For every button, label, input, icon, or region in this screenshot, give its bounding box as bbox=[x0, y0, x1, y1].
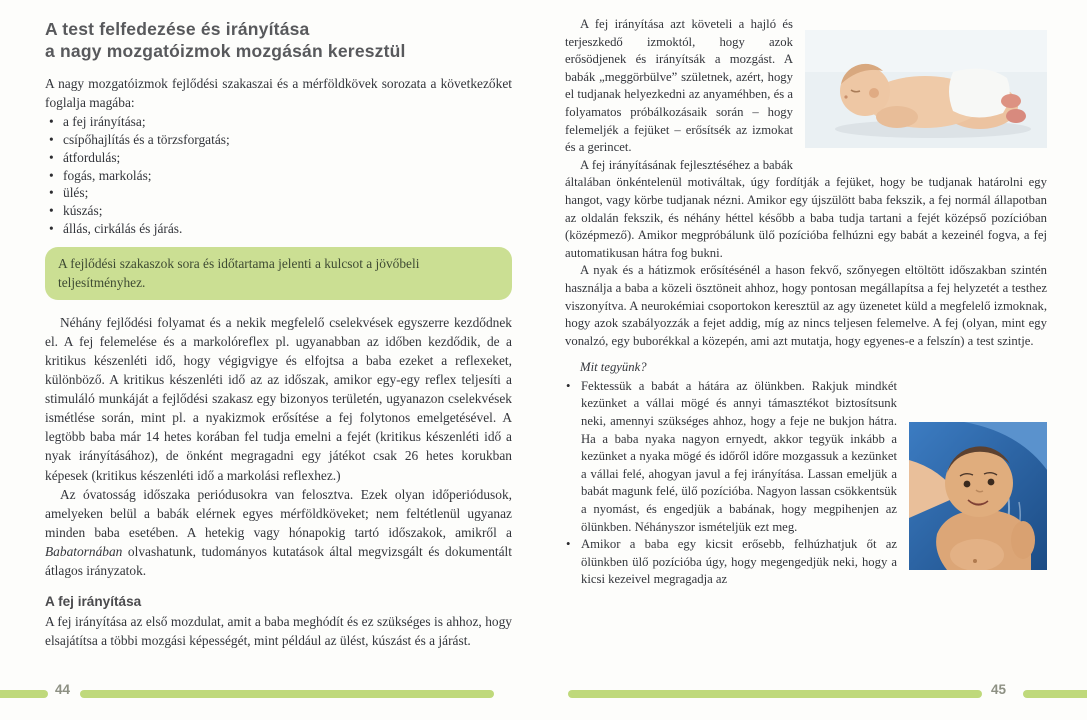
footer-bar-right-edge bbox=[1023, 690, 1087, 698]
sleeping-newborn-photo bbox=[805, 30, 1047, 148]
key-point-highlight-box bbox=[45, 247, 512, 300]
page-number-right: 45 bbox=[991, 682, 1007, 697]
body-paragraph: Néhány fejlődési folyamat és a nekik megfelelő cselekvések egyszerre kezdődnek el. A fej felemelése és a markolóreflex pl. ugyanabban az időben kezdődik, de a kritikus készenléti idő, hogy végigvigye és elfojtsa a baba ezeket a reflexeket, különböző. A kritikus készenléti idő az az időszak, amikor egy-egy reflex teljesíti a stimuláló munkáját a fejlődési szakasz egy bizonyos területén, ugyanazon cselekvések ismétlése során, mint pl. a nyakizmok erősítése a fej folytonos emelgetésével. A legtöbb baba már 14 hetes korában fel tudja emelni a fejét (kritikus készenléti idő a nyak irányításához), de önként megragadni egy játékot csak 26 hetes korukban képesek (kritikus készenléti idő a markolási reflexhez.) bbox=[45, 314, 512, 483]
list-item: • csípőhajlítás és a törzsforgatás; bbox=[45, 131, 512, 149]
paragraph-text: olvashatunk, tudományos kutatások által megvizsgált és dokumentált átlagos irányzatok. bbox=[45, 543, 512, 578]
list-item: • fogás, markolás; bbox=[45, 167, 512, 185]
body-paragraph: A fej irányításának fejlesztéséhez a babák általában önkéntelenül motiváltak, úgy fordítják a fejüket, hogy be tudjanak határolni egy hangot, vagy körbe tudjanak nézni. Amikor egy újszülött baba fekszik, a fej normál állapotban az oldalán fekszik, és néhány héttel később a baba tudja tartani a fejét középső pozícióban (középmező). Amikor megpróbálunk ülő pozícióba felhúzni egy babát a kezeinél fogva, a fej automatikusan hátra fog bukni. bbox=[565, 157, 1047, 260]
page-number-left: 44 bbox=[55, 682, 71, 697]
body-paragraph bbox=[45, 485, 512, 580]
body-paragraph: A fej irányítása az első mozdulat, amit a baba meghódít és ez szükséges is ahhoz, hogy elsajátítsa a többi mozgási képességét, mint például az ülést, kúszást és a járást. bbox=[45, 614, 512, 649]
chapter-title-line2: a nagy mozgatóizmok mozgásán keresztül bbox=[45, 41, 406, 61]
chapter-title bbox=[45, 18, 512, 62]
footer-bar-left-long bbox=[80, 690, 494, 698]
list-item: • átfordulás; bbox=[45, 149, 512, 167]
list-item: • ülés; bbox=[45, 184, 512, 202]
sleeping-newborn-illustration bbox=[805, 30, 1047, 148]
body-paragraph: A nyak és a hátizmok erősítésénél a hason fekvő, szőnyegen eltöltött időszakban szintén használja a baba a közeli ösztöneit ahhoz, hogy pontosan megállapítsa a fej helyzetét a testhez viszonyítva. A neurokémiai csoportokon keresztül az agy üzenetet küld a megfelelő izmoknak, hogy azok szabályozzák a fejet addig, míg az nincs teljesen felemelve. A fej (olyan, mint egy vonalzó, egy buborékkal a közepén, ami azt mutatja, hogy egyenes-e a felszín) a test szintje. bbox=[565, 263, 1047, 348]
instruction-bullet: • Amikor a baba egy kicsit erősebb, felhúzhatjuk őt az ölünkben ülő pozícióba úgy, hogy megengedjük neki, hogy a kicsi kezeivel megragadja az bbox=[565, 536, 1047, 589]
list-item: • a fej irányítása; bbox=[45, 113, 512, 131]
list-item: • kúszás; bbox=[45, 202, 512, 220]
paragraph-text: Az óvatosság időszaka periódusokra van felosztva. Ezek olyan időperiódusok, amelyeken belül a babák elérnek egyes mérföldköveket; nem feltétlenül ugyanaz minden baba esetében. A hetekig vagy hónapokig tartó időszakok, amikről a bbox=[45, 486, 512, 540]
footer-bar-right-long bbox=[568, 690, 982, 698]
milestone-bullet-list bbox=[45, 113, 512, 238]
list-item: • állás, cirkálás és járás. bbox=[45, 220, 512, 238]
section-subheading: A fej irányítása bbox=[45, 594, 142, 610]
instruction-bullet: • Fektessük a babát a hátára az ölünkben. Rakjuk mindkét kezünket a vállai mögé és annyi támasztékot biztosítsunk neki, amennyi szükséges ahhoz, hogy a feje ne bukjon hátra. Ha a baba nyaka nagyon ernyedt, akkor tegyük inkább a kezünket a nyaka mögé és időről időre mozgassuk a kezünket a vállai felé, ahogyan javul a fej irányítása. Lassan emeljük a babát magunk felé, ülő pozícióba. Nagyon lassan csökkentsük a nyomást, és engedjük a babának, hogy megpihenjen az ölünkben. Néhányszor ismételjük ezt meg. bbox=[565, 378, 1047, 536]
highlight-box-text: A fejlődési szakaszok sora és időtartama jelenti a kulcsot a jövőbeli teljesítményhez. bbox=[58, 255, 420, 290]
page-right bbox=[547, 0, 1087, 720]
page-left bbox=[0, 0, 540, 720]
intro-paragraph: A nagy mozgatóizmok fejlődési szakaszai és a mérföldkövek sorozata a következőket foglalja magába: bbox=[45, 76, 512, 111]
question-subheading: Mit tegyünk? bbox=[580, 360, 647, 375]
footer-bar-left-edge bbox=[0, 690, 48, 698]
book-title-reference: Babatornában bbox=[45, 543, 123, 559]
chapter-title-line1: A test felfedezése és irányítása bbox=[45, 19, 310, 39]
body-paragraph: A fej irányítása azt követeli a hajló és terjeszkedő izmoktól, hogy azok erősödjenek és irányítsák a mozgást. A babák „meggörbülve” születnek, azért, hogy el tudjanak helyezkedni az anyaméhben, és a folyamatos próbálkozásaik során – hogy felemeljék a fejüket – erősítsék az izmokat és a gerincet. bbox=[565, 17, 793, 155]
